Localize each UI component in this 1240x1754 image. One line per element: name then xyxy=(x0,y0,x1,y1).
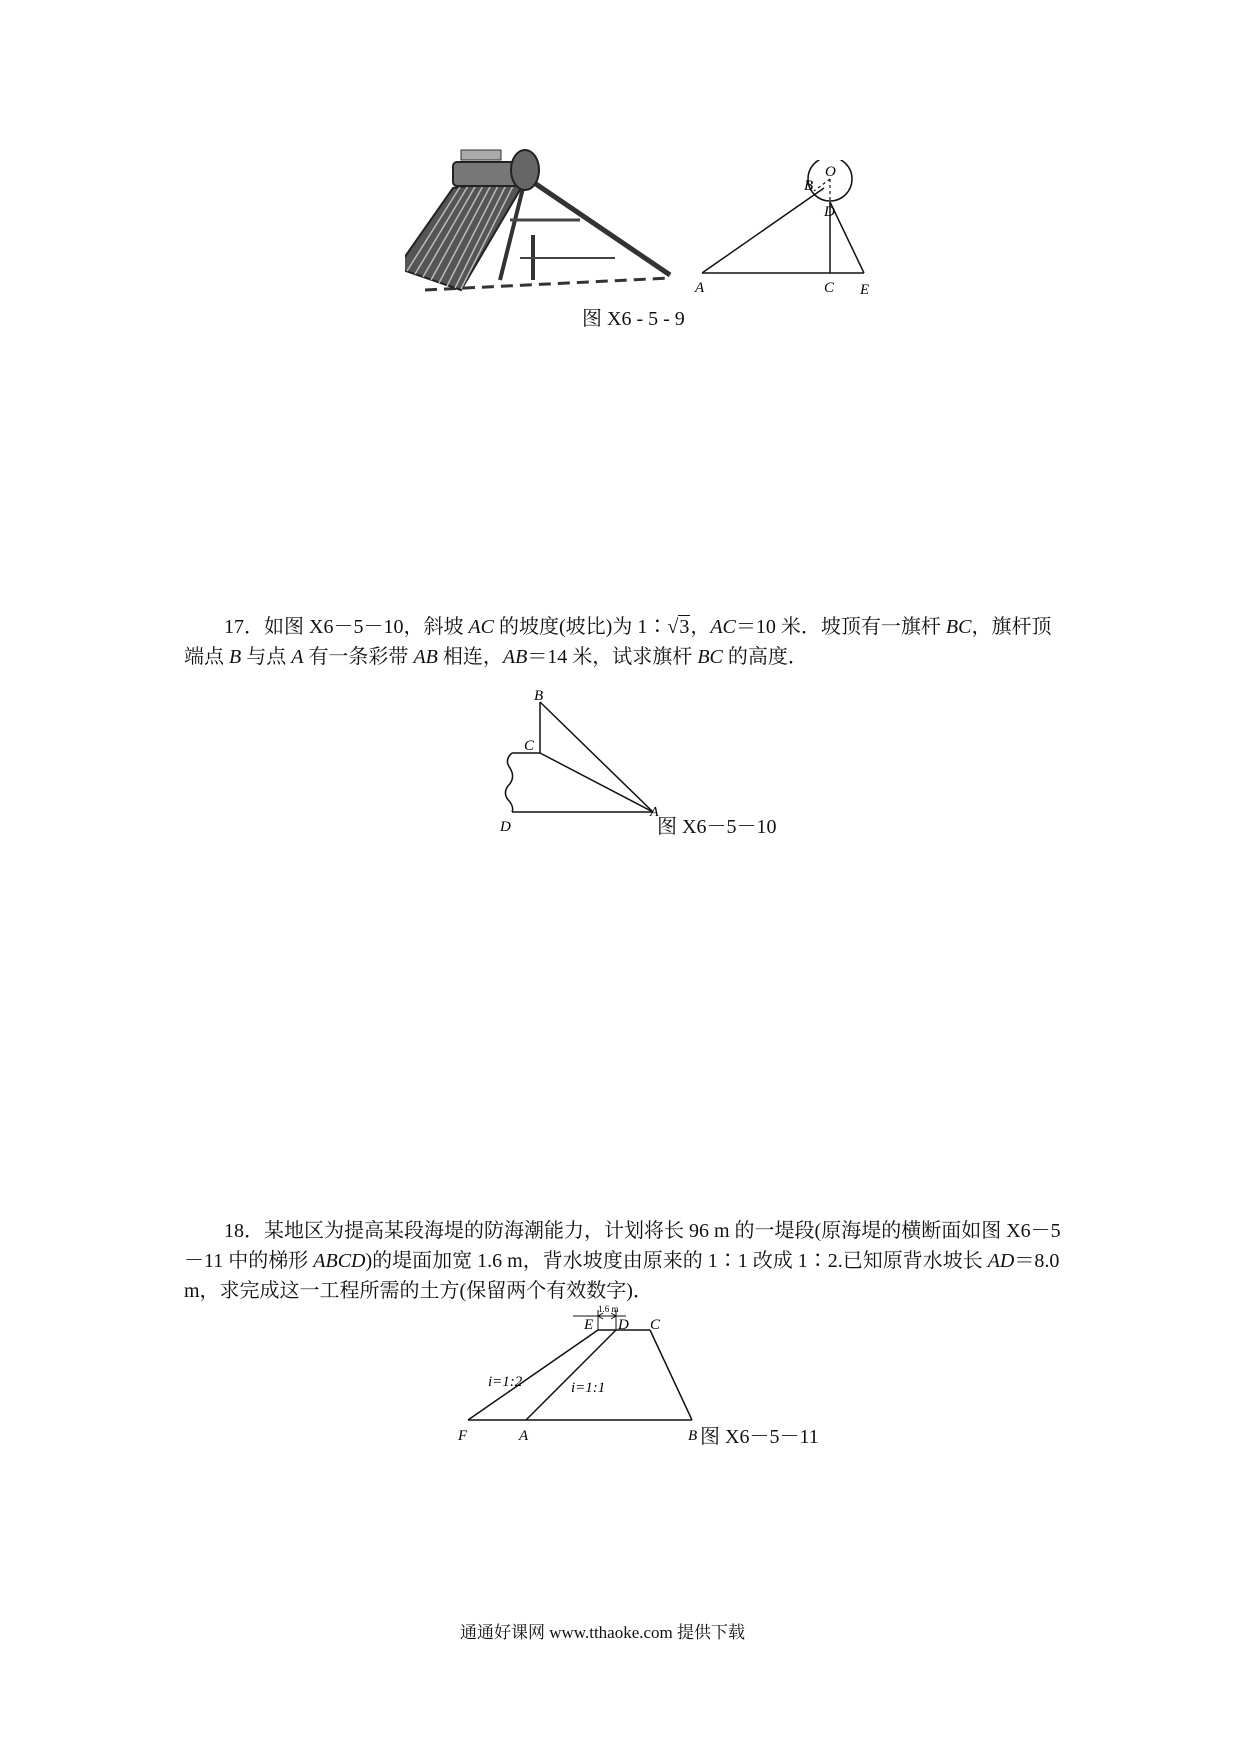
label-f: F xyxy=(458,1428,468,1444)
label-a: A xyxy=(695,280,705,296)
label-d: D xyxy=(500,819,511,835)
figure-x6-5-10-diagram xyxy=(490,690,665,840)
label-e: E xyxy=(584,1317,594,1333)
figure-x6-5-11-caption: 图 X6－5－11 xyxy=(700,1426,819,1448)
slope-new-label: i=1:2 xyxy=(488,1374,523,1390)
problem-18-text: 18．某地区为提高某段海堤的防海潮能力，计划将长 96 m 的一堤段(原海堤的横断面如图 X6－5－11 中的梯形 ABCD)的堤面加宽 1.6 m，背水坡度由原来的 1∶1 改成 1∶2.已知原背水坡长 AD＝8.0 m，求完成这一工程所需的土方(保留两个有效数字)． xyxy=(184,1220,1061,1302)
label-d: D xyxy=(824,204,835,220)
label-c: C xyxy=(824,280,835,296)
dimension-label: 1.6 m xyxy=(598,1304,619,1314)
label-d: D xyxy=(618,1317,629,1333)
solar-heater-illustration xyxy=(405,140,695,300)
figure-x6-5-9-caption: 图 X6 - 5 - 9 xyxy=(582,308,685,330)
label-b: B xyxy=(804,178,814,194)
figure-x6-5-9-diagram xyxy=(690,160,910,300)
label-a: A xyxy=(519,1428,529,1444)
figure-x6-5-10-caption: 图 X6－5－10 xyxy=(657,816,777,838)
slope-old-label: i=1:1 xyxy=(571,1380,606,1396)
label-a: A xyxy=(650,805,659,820)
label-b: B xyxy=(534,690,544,704)
footer-source: 通通好课网 www.tthaoke.com 提供下载 xyxy=(460,1623,746,1642)
label-c: C xyxy=(524,738,535,754)
figure-x6-5-11-diagram xyxy=(448,1298,708,1448)
label-o: O xyxy=(825,164,836,180)
problem-17-text: 17．如图 X6－5－10，斜坡 AC 的坡度(坡比)为 1∶√3，AC＝10 米．坡顶有一旗杆 BC，旗杆顶端点 B 与点 A 有一条彩带 AB 相连，AB＝14 米，试求旗杆 BC 的高度． xyxy=(184,616,1052,668)
label-c: C xyxy=(650,1317,661,1333)
label-b: B xyxy=(688,1428,698,1444)
label-e: E xyxy=(860,282,870,298)
